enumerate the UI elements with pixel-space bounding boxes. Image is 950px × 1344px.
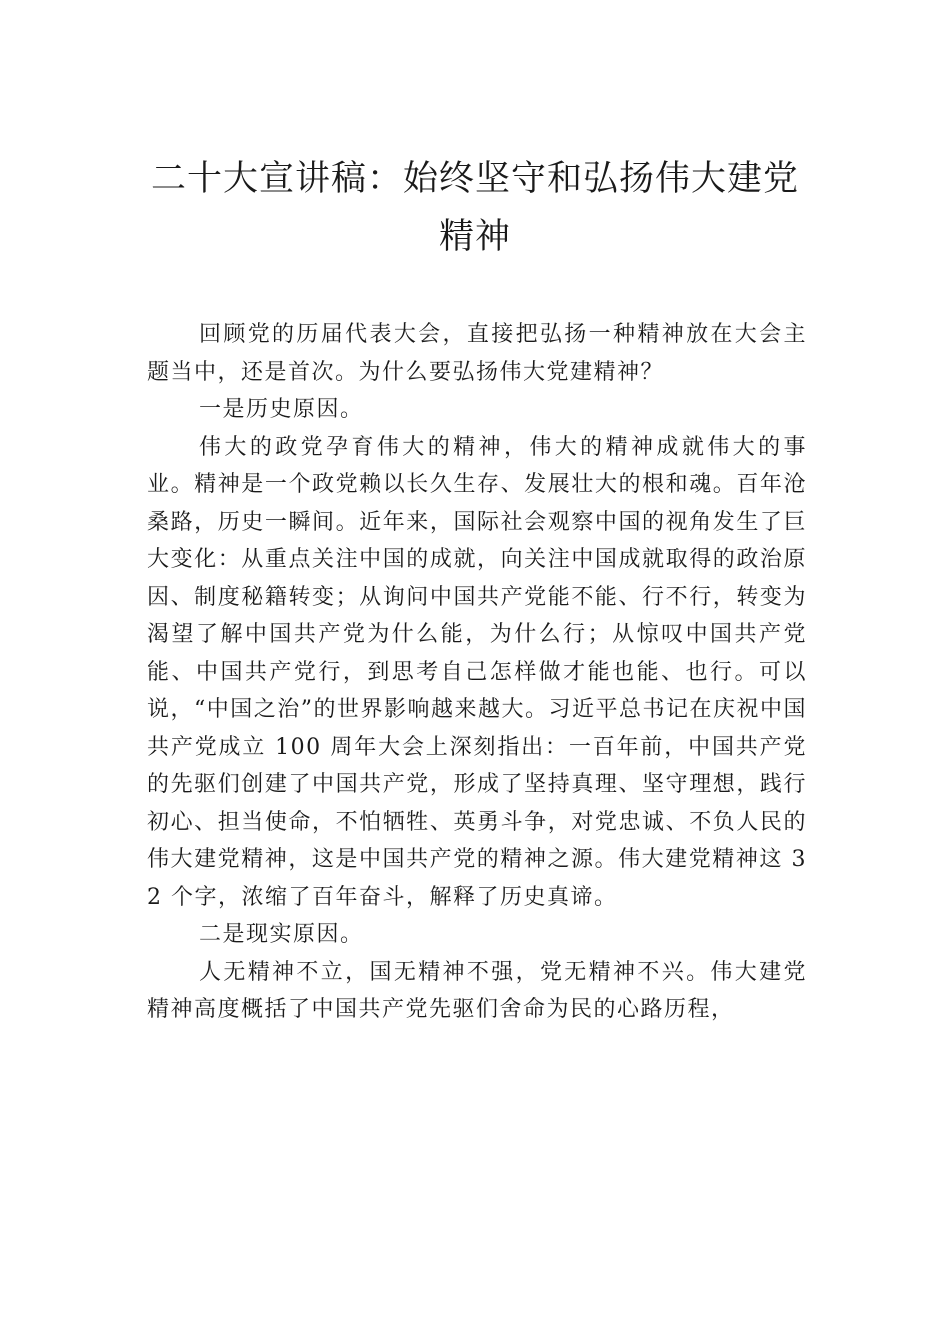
paragraph-intro: 回顾党的历届代表大会，直接把弘扬一种精神放在大会主题当中，还是首次。为什么要弘扬伟大党建精神？ bbox=[147, 322, 807, 385]
paragraph-heading-history: 一是历史原因。 bbox=[199, 397, 364, 422]
paragraph-heading-reality: 二是现实原因。 bbox=[199, 922, 364, 947]
paragraph-history: 伟大的政党孕育伟大的精神，伟大的精神成就伟大的事业。精神是一个政党赖以长久生存、发展壮大的根和魂。百年沧桑路，历史一瞬间。近年来，国际社会观察中国的视角发生了巨大变化：从重点关注中国的成就，向关注中国成就取得的政治原因、制度秘籍转变；从询问中国共产党能不能、行不行，转变为渴望了解中国共产党为什么能，为什么行；从惊叹中国共产党能、中国共产党行，到思考自己怎样做才能也能、也行。可以说，“中国之治”的世界影响越来越大。习近平总书记在庆祝中国共产党成立 100 周年大会上深刻指出：一百年前，中国共产党的先驱们创建了中国共产党，形成了坚持真理、坚守理想，践行初心、担当使命，不怕牺牲、英勇斗争，对党忠诚、不负人民的伟大建党精神，这是中国共产党的精神之源。伟大建党精神这 32 个字，浓缩了百年奋斗，解释了历史真谛。 bbox=[147, 434, 807, 910]
title-line-2: 精神 bbox=[438, 217, 511, 257]
paragraph-reality: 人无精神不立，国无精神不强，党无精神不兴。伟大建党精神高度概括了中国共产党先驱们舍命为民的心路历程， bbox=[147, 959, 807, 1022]
title-line-1: 二十大宣讲稿：始终坚守和弘扬伟大建党 bbox=[150, 159, 799, 199]
document-body bbox=[147, 316, 807, 1029]
document-title bbox=[140, 150, 810, 266]
